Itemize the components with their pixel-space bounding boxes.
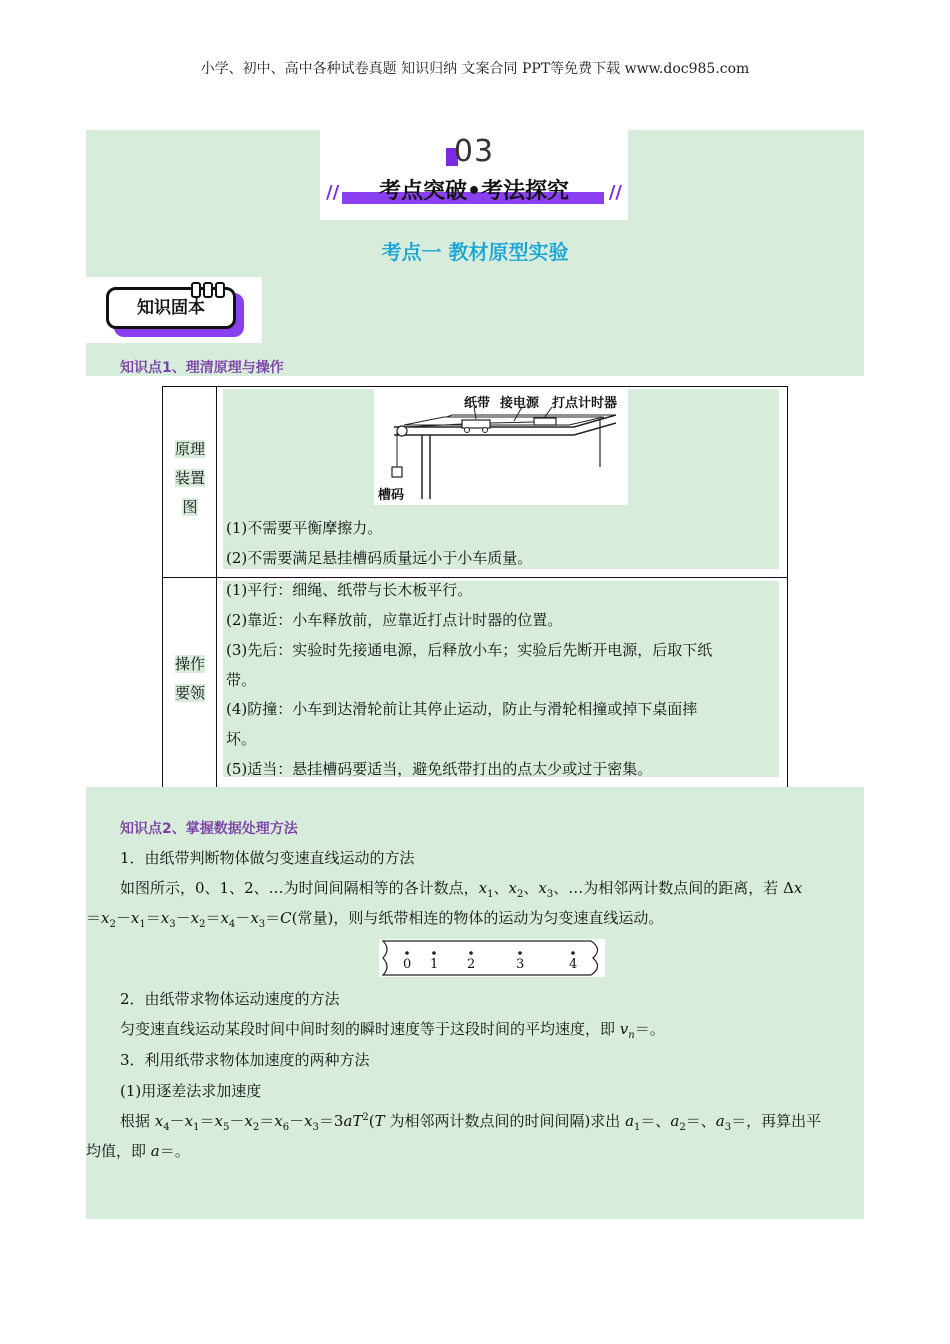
label-timer: 打点计时器 <box>552 396 618 411</box>
chapter-banner <box>320 130 628 220</box>
banner-slash-left: // <box>326 182 340 203</box>
paper-tape-figure <box>379 939 605 977</box>
badge-ring <box>215 282 225 298</box>
tape-dot <box>405 951 409 955</box>
method-1-text-cont: $=x_2-x_1=x_3-x_2=x_4-x_3=C$(常量)，则与纸带相连的物体的运动为匀变速直线运动。 <box>86 909 664 930</box>
row1-note: (2)不需要满足悬挂槽码质量远小于小车质量。 <box>226 549 533 567</box>
site-header: 小学、初中、高中各种试卷真题 知识归纳 文案合同 PPT等免费下载 www.doc985.com <box>200 61 750 77</box>
tape-label: 0 <box>403 957 412 972</box>
banner-slash-right: // <box>608 182 622 203</box>
badge-ring <box>191 282 201 298</box>
knowledge-point-2-title: 知识点2、掌握数据处理方法 <box>120 821 298 837</box>
row1-label-line: 装置 <box>174 469 205 487</box>
badge-text: 知识固本 <box>137 298 205 318</box>
label-power: 接电源 <box>500 396 540 411</box>
row2-label-line: 要领 <box>174 684 205 702</box>
tape-dot <box>518 951 522 955</box>
row1-label-line: 原理 <box>174 440 205 458</box>
tape-label: 2 <box>467 957 476 972</box>
label-tape: 纸带 <box>464 396 491 411</box>
operation-line: 坏。 <box>226 730 257 748</box>
table-column-divider <box>216 387 217 787</box>
knowledge-badge <box>86 277 262 343</box>
method-3-text-cont: 均值，即 a＝。 <box>86 1142 190 1160</box>
tape-dot <box>571 951 575 955</box>
row1-label-line: 图 <box>182 498 198 516</box>
tape-dot <box>469 951 473 955</box>
method-3-heading: 3．利用纸带求物体加速度的两种方法 <box>120 1051 370 1069</box>
operation-line: (5)适当：悬挂槽码要适当，避免纸带打出的点太少或过于密集。 <box>226 760 653 778</box>
method-3-subheading: (1)用逐差法求加速度 <box>120 1082 262 1100</box>
apparatus-figure <box>374 387 628 505</box>
table-row-divider <box>163 577 787 578</box>
badge-label <box>106 287 236 329</box>
row1-note: (1)不需要平衡摩擦力。 <box>226 519 383 537</box>
label-weight: 槽码 <box>378 488 405 503</box>
section-title: 考点一 教材原型实验 <box>381 240 569 264</box>
chapter-title: 考点突破•考法探究 <box>378 179 570 204</box>
knowledge-point-1-title: 知识点1、理清原理与操作 <box>120 360 284 376</box>
method-2-heading: 2．由纸带求物体运动速度的方法 <box>120 990 340 1008</box>
method-3-text: 根据 $x_4-x_1=x_5-x_2=x_6-x_3=3aT^2(T$ 为相邻两计数点间的时间间隔)求出 $a_1=$、$a_2=$、$a_3=$，再算出平 <box>120 1112 822 1133</box>
chapter-number: 03 <box>453 134 495 169</box>
operation-line: (3)先后：实验时先接通电源，后释放小车；实验后先断开电源，后取下纸 <box>226 641 713 659</box>
operation-line: (2)靠近：小车释放前，应靠近打点计时器的位置。 <box>226 611 563 629</box>
tape-dot <box>432 951 436 955</box>
operation-line: 带。 <box>226 671 257 689</box>
operation-line: (1)平行：细绳、纸带与长木板平行。 <box>226 581 473 599</box>
operation-line: (4)防撞：小车到达滑轮前让其停止运动，防止与滑轮相撞或掉下桌面摔 <box>226 700 698 718</box>
method-1-heading: 1．由纸带判断物体做匀变速直线运动的方法 <box>120 849 415 867</box>
tape-label: 4 <box>569 957 578 972</box>
method-1-text: 如图所示，0、1、2、…为时间间隔相等的各计数点，$x_1$、$x_2$、$x_3$、…为相邻两计数点间的距离，若 Δx <box>120 879 803 900</box>
tape-label: 1 <box>430 957 439 972</box>
method-2-text: 匀变速直线运动某段时间中间时刻的瞬时速度等于这段时间的平均速度，即 $v_n=$。 <box>120 1020 665 1041</box>
badge-ring <box>203 282 213 298</box>
tape-label: 3 <box>516 957 525 972</box>
row2-label-line: 操作 <box>174 655 205 673</box>
